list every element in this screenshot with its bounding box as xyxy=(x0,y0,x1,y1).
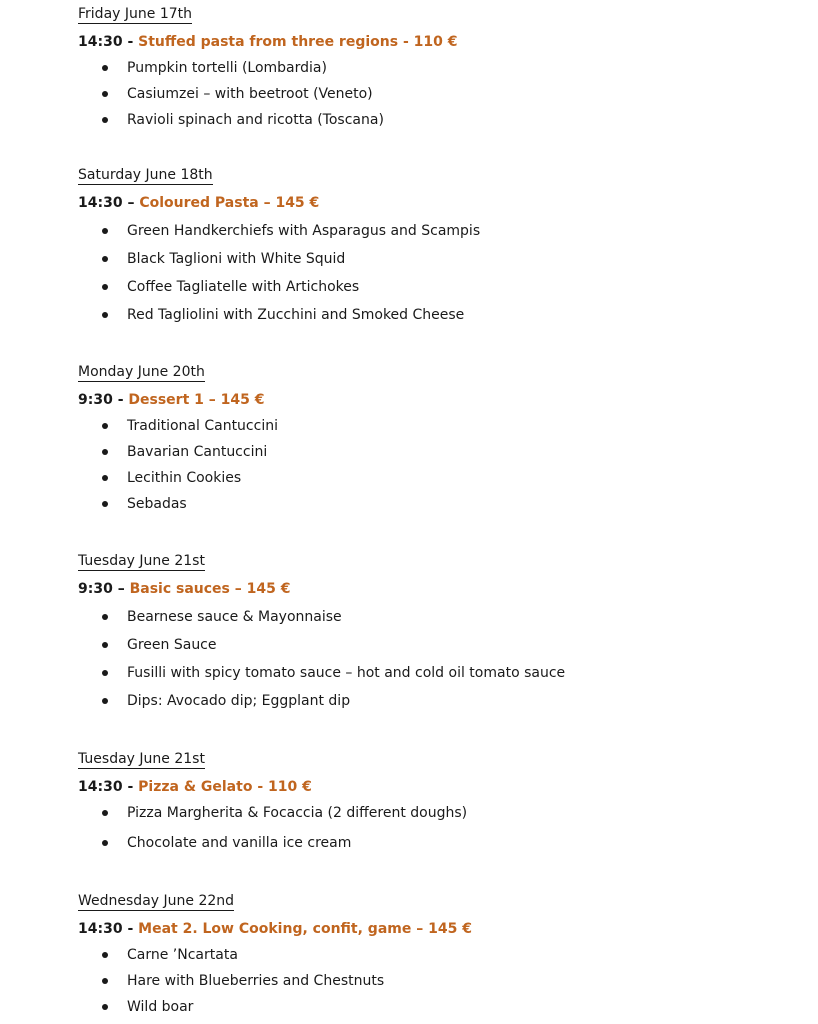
bullet-icon xyxy=(102,423,108,429)
dish-name: Black Taglioni with White Squid xyxy=(127,251,346,267)
dish-list xyxy=(78,222,798,324)
section-time: 9:30 xyxy=(78,581,113,597)
bullet-icon xyxy=(102,449,108,455)
dish-name: Fusilli with spicy tomato sauce – hot and cold oil tomato sauce xyxy=(127,665,566,681)
list-item xyxy=(78,250,798,268)
list-item xyxy=(78,59,798,77)
dish-name: Green Handkerchiefs with Asparagus and Scampis xyxy=(127,223,481,239)
bullet-icon xyxy=(102,501,108,507)
bullet-icon xyxy=(102,614,108,620)
class-section-saturday xyxy=(78,166,798,324)
dish-name: Chocolate and vanilla ice cream xyxy=(127,835,352,851)
dish-name: Green Sauce xyxy=(127,637,217,653)
class-section-wednesday xyxy=(78,892,798,1016)
section-separator: – xyxy=(112,581,130,597)
bullet-icon xyxy=(102,952,108,958)
list-item xyxy=(78,443,798,461)
course-title: Dessert 1 – 145 € xyxy=(128,392,265,408)
section-date: Saturday June 18th xyxy=(78,167,213,183)
list-item xyxy=(78,417,798,435)
dish-list xyxy=(78,59,798,129)
list-item xyxy=(78,664,798,682)
section-time: 14:30 xyxy=(78,779,123,795)
dish-name: Bearnese sauce & Mayonnaise xyxy=(127,609,342,625)
section-time: 9:30 xyxy=(78,392,113,408)
bullet-icon xyxy=(102,810,108,816)
bullet-icon xyxy=(102,117,108,123)
section-heading xyxy=(78,33,798,51)
bullet-icon xyxy=(102,1004,108,1010)
dish-name: Bavarian Cantuccini xyxy=(127,444,268,460)
dish-name: Pumpkin tortelli (Lombardia) xyxy=(127,60,327,76)
course-title: Meat 2. Low Cooking, confit, game – 145 € xyxy=(138,921,472,937)
section-date: Wednesday June 22nd xyxy=(78,893,235,909)
dish-name: Carne ’Ncartata xyxy=(127,947,238,963)
list-item xyxy=(78,306,798,324)
course-title: Basic sauces – 145 € xyxy=(129,581,291,597)
dish-name: Wild boar xyxy=(127,999,194,1015)
list-item xyxy=(78,222,798,240)
course-title: Stuffed pasta from three regions - 110 € xyxy=(138,34,458,50)
section-date: Tuesday June 21st xyxy=(78,553,205,569)
list-item xyxy=(78,972,798,990)
section-heading xyxy=(78,778,798,796)
dish-list xyxy=(78,804,798,852)
section-separator: - xyxy=(112,392,129,408)
list-item xyxy=(78,998,798,1016)
dish-name: Red Tagliolini with Zucchini and Smoked Cheese xyxy=(127,307,465,323)
section-date: Tuesday June 21st xyxy=(78,751,205,767)
class-section-tuesday-afternoon xyxy=(78,750,798,852)
list-item xyxy=(78,946,798,964)
section-date: Monday June 20th xyxy=(78,364,205,380)
list-item xyxy=(78,85,798,103)
dish-list xyxy=(78,608,798,710)
section-heading xyxy=(78,391,798,409)
bullet-icon xyxy=(102,312,108,318)
dish-name: Sebadas xyxy=(127,496,187,512)
section-date: Friday June 17th xyxy=(78,6,192,22)
bullet-icon xyxy=(102,670,108,676)
list-item xyxy=(78,834,798,852)
section-separator: - xyxy=(122,921,139,937)
class-section-tuesday-morning xyxy=(78,552,798,710)
dish-name: Ravioli spinach and ricotta (Toscana) xyxy=(127,112,384,128)
section-time: 14:30 xyxy=(78,921,123,937)
list-item xyxy=(78,804,798,822)
dish-name: Lecithin Cookies xyxy=(127,470,242,486)
section-heading xyxy=(78,920,798,938)
section-heading xyxy=(78,194,798,212)
list-item xyxy=(78,495,798,513)
dish-name: Traditional Cantuccini xyxy=(127,418,278,434)
dish-list xyxy=(78,417,798,513)
list-item xyxy=(78,608,798,626)
bullet-icon xyxy=(102,978,108,984)
bullet-icon xyxy=(102,698,108,704)
course-title: Coloured Pasta – 145 € xyxy=(139,195,320,211)
dish-name: Dips: Avocado dip; Eggplant dip xyxy=(127,693,351,709)
section-heading xyxy=(78,580,798,598)
list-item xyxy=(78,692,798,710)
bullet-icon xyxy=(102,284,108,290)
bullet-icon xyxy=(102,65,108,71)
list-item xyxy=(78,111,798,129)
class-section-friday xyxy=(78,5,798,129)
section-separator: - xyxy=(122,34,139,50)
section-separator: - xyxy=(122,779,139,795)
bullet-icon xyxy=(102,475,108,481)
dish-name: Coffee Tagliatelle with Artichokes xyxy=(127,279,360,295)
dish-name: Casiumzei – with beetroot (Veneto) xyxy=(127,86,373,102)
list-item xyxy=(78,278,798,296)
bullet-icon xyxy=(102,228,108,234)
course-title: Pizza & Gelato - 110 € xyxy=(138,779,312,795)
bullet-icon xyxy=(102,91,108,97)
dish-name: Pizza Margherita & Focaccia (2 different doughs) xyxy=(127,805,468,821)
section-time: 14:30 xyxy=(78,34,123,50)
list-item xyxy=(78,469,798,487)
dish-name: Hare with Blueberries and Chestnuts xyxy=(127,973,385,989)
class-section-monday xyxy=(78,363,798,513)
bullet-icon xyxy=(102,840,108,846)
list-item xyxy=(78,636,798,654)
bullet-icon xyxy=(102,256,108,262)
bullet-icon xyxy=(102,642,108,648)
section-time: 14:30 xyxy=(78,195,123,211)
dish-list xyxy=(78,946,798,1016)
section-separator: – xyxy=(122,195,140,211)
